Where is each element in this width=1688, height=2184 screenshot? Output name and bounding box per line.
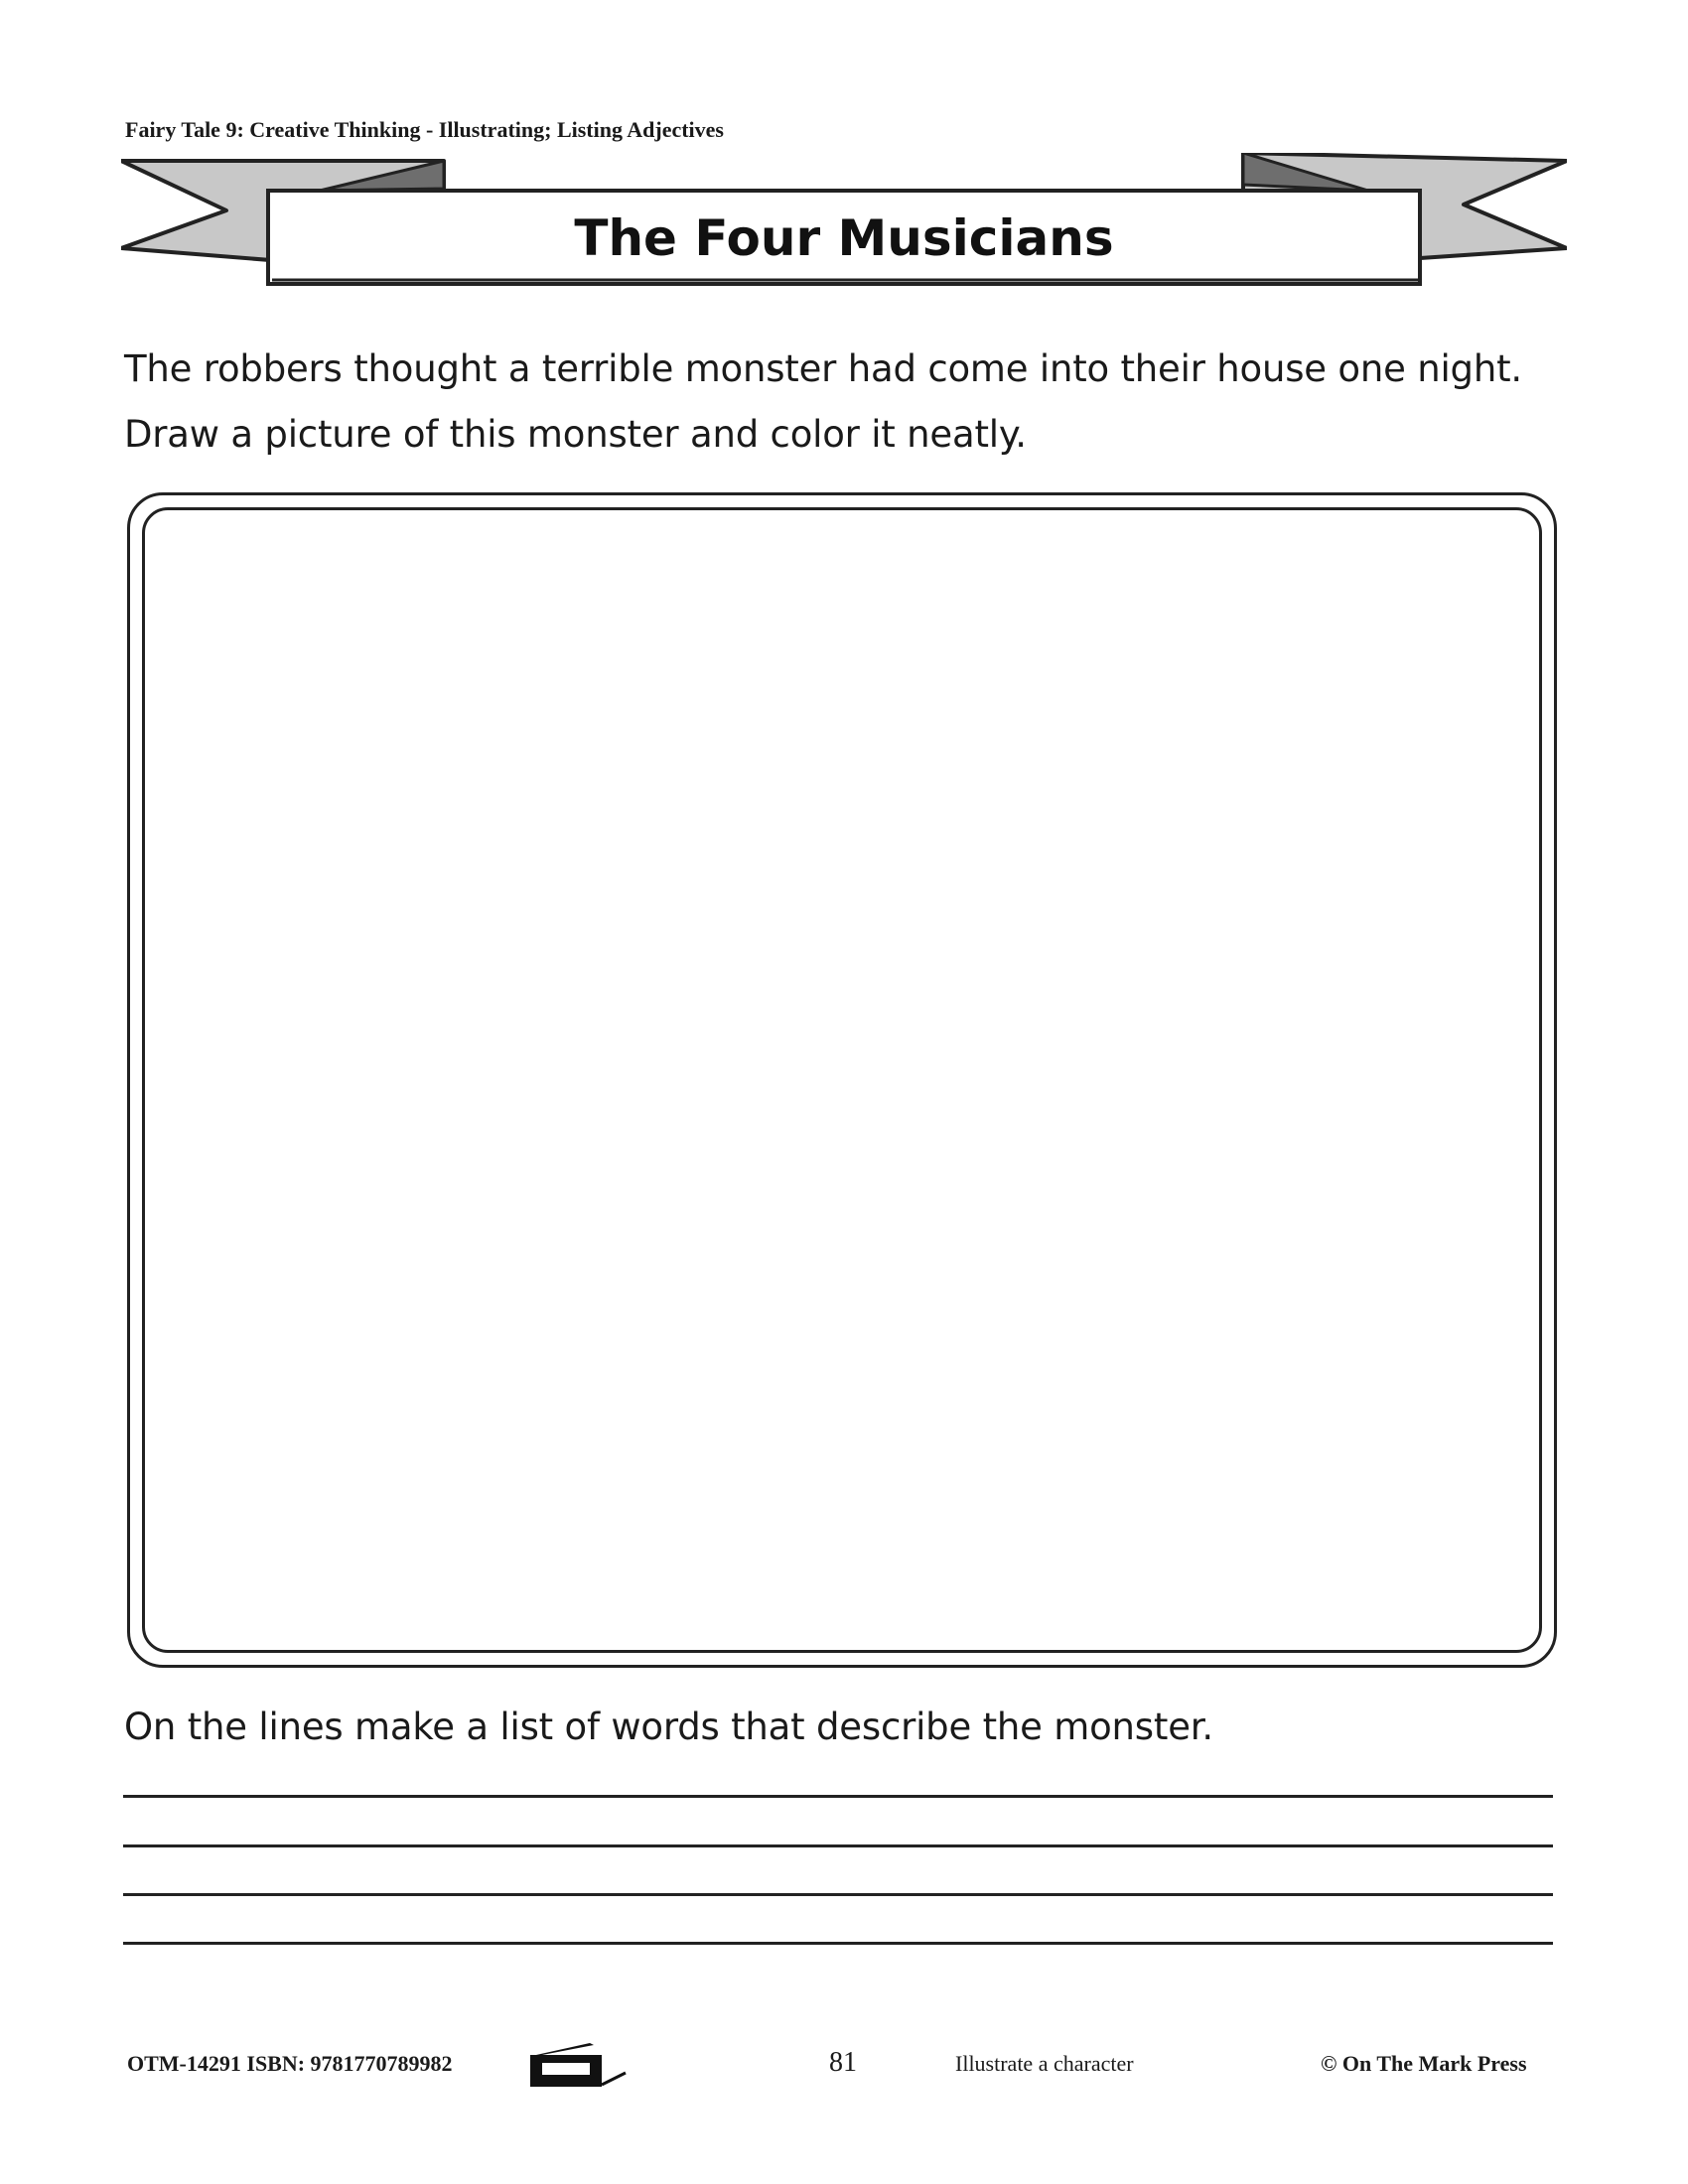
writing-line-2[interactable]	[123, 1844, 1553, 1847]
photocopier-icon	[528, 2041, 628, 2089]
header-label: Fairy Tale 9: Creative Thinking - Illustrating; Listing Adjectives	[125, 117, 724, 142]
page-number: 81	[829, 2047, 857, 2078]
writing-line-4[interactable]	[123, 1942, 1553, 1945]
product-code: OTM-14291 ISBN: 9781770789982	[127, 2051, 453, 2076]
instruction-line-1: The robbers thought a terrible monster had come into their house one night.	[124, 347, 1522, 390]
drawing-area-inner-border	[142, 507, 1542, 1653]
page-caption: Illustrate a character	[955, 2051, 1134, 2076]
instruction-line-3: On the lines make a list of words that describe the monster.	[124, 1706, 1213, 1748]
copyright: © On The Mark Press	[1321, 2051, 1527, 2076]
instruction-line-2: Draw a picture of this monster and color it neatly.	[124, 413, 1027, 456]
worksheet-title: The Four Musicians	[574, 209, 1114, 267]
drawing-area[interactable]	[127, 492, 1557, 1668]
writing-line-3[interactable]	[123, 1893, 1553, 1896]
writing-line-1[interactable]	[123, 1795, 1553, 1798]
